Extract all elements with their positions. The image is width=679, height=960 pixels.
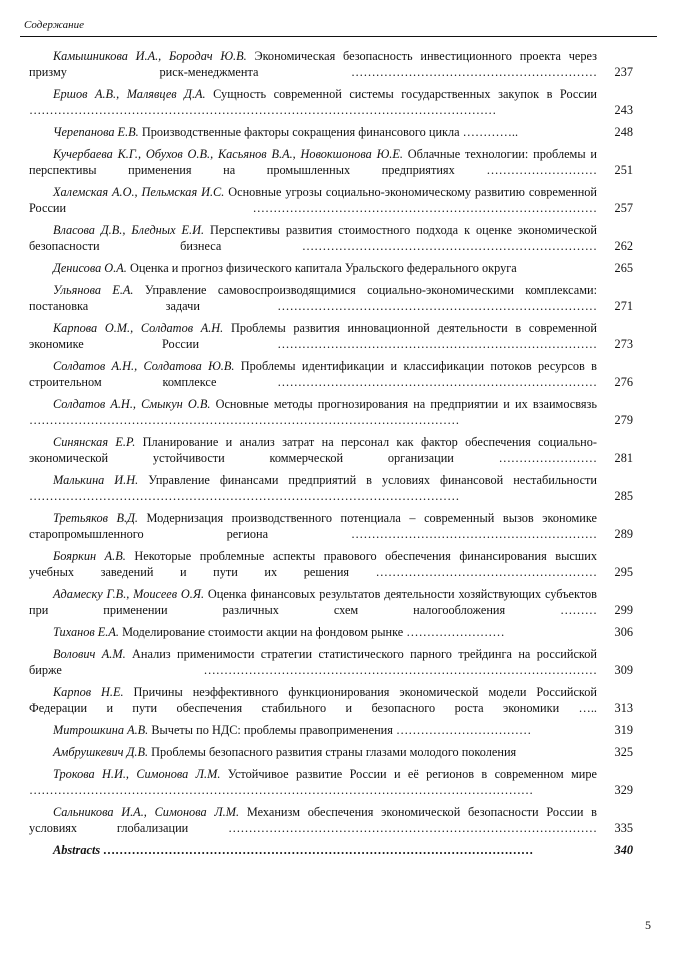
toc-entry-authors: Солдатов А.Н., Солдатова Ю.В. <box>53 359 235 373</box>
toc-entry-title: Управление самовоспроизводящимися социально-экономическими комплексами: постановка задачи …………………………………………………………………… <box>29 283 598 313</box>
toc-entry-text <box>29 146 597 178</box>
toc-entry-page-number: 299 <box>614 603 633 617</box>
toc-entry-page-number: 335 <box>614 821 633 835</box>
toc-entry-text <box>29 184 597 216</box>
toc-entry-text <box>29 766 597 798</box>
toc-entry-title: Проблемы развития инновационной деятельности в современной экономике России …………………………………………………………………… <box>29 321 598 351</box>
toc-entry-page-number: 329 <box>614 783 633 797</box>
toc-entry-text <box>29 586 597 618</box>
toc-entry-title: Оценка и прогноз физического капитала Уральского федерального округа <box>129 261 517 275</box>
toc-entry[interactable] <box>29 646 633 678</box>
toc-entry-authors: Черепанова Е.В. <box>53 125 139 139</box>
toc-entry-page-number: 237 <box>614 65 633 79</box>
toc-entry-authors: Денисова О.А. <box>53 261 127 275</box>
toc-entry-authors: Трокова Н.И., Симонова Л.М. <box>53 767 221 781</box>
toc-entry[interactable] <box>29 684 633 716</box>
toc-entry-title: Оценка финансовых результатов деятельности хозяйствующих субъектов при применении различных схем налогообложения ……… <box>29 587 597 617</box>
toc-entry-title: Вычеты по НДС: проблемы правоприменения …………………………… <box>151 723 532 737</box>
toc-entry-authors: Митрошкина А.В. <box>53 723 149 737</box>
toc-entry-title: Анализ применимости стратегии статистического парного трейдинга на российской бирже …………………………………………………………………………………… <box>29 647 597 677</box>
toc-entry-title: Проблемы безопасного развития страны глазами молодого поколения <box>151 745 517 759</box>
toc-entry[interactable] <box>29 320 633 352</box>
toc-entry-page-number: 273 <box>614 337 633 351</box>
running-head: Содержание <box>24 19 85 31</box>
toc-entry-authors: Кучербаева К.Г., Обухов О.В., Касьянов В.А., Новокшонова Ю.Е. <box>53 147 403 161</box>
toc-entry[interactable] <box>29 282 633 314</box>
toc-entry-text <box>29 434 597 466</box>
toc-entry-text <box>29 396 597 428</box>
toc-entry-page-number: 306 <box>614 625 633 639</box>
toc-entry-page-number: 271 <box>614 299 633 313</box>
toc-entry-authors: Малькина И.Н. <box>53 473 139 487</box>
toc-entry-authors: Карпов Н.Е. <box>53 685 124 699</box>
toc-entry-text <box>29 510 597 542</box>
toc-entry-abstracts[interactable] <box>29 842 633 858</box>
toc-entry-title: Основные угрозы социально-экономическому развитию современной России ………………………………………………………………………… <box>29 185 597 215</box>
toc-entry-page-number: 309 <box>614 663 633 677</box>
toc-entry-authors: Синянская Е.Р. <box>53 435 136 449</box>
toc-entry[interactable] <box>29 472 633 504</box>
toc-entry-authors: Амбрушкевич Д.В. <box>53 745 149 759</box>
header-rule <box>20 36 657 37</box>
toc-entry-text <box>29 744 597 760</box>
toc-entry-title: Устойчивое развитие России и её регионов в современном мире …………………………………………………………………………………………………………… <box>29 767 597 797</box>
toc-entry[interactable] <box>29 260 633 276</box>
abstracts-label: Abstracts …………………………………………………………………………………………… <box>53 843 534 857</box>
toc-entry-title: Причины неэффективного функционирования экономической модели Российской Федерации и пути обеспечения стабильного и безопасного роста экономики ….. <box>29 685 598 715</box>
toc-entry-title: Моделирование стоимости акции на фондовом рынке …………………… <box>122 625 505 639</box>
toc-entry-text <box>29 722 597 738</box>
toc-entry-authors: Карпова О.М., Солдатов А.Н. <box>53 321 224 335</box>
toc-entry-title: Модернизация производственного потенциала – современный вызов экономике старопромышленного региона …………………………………………………… <box>29 511 598 541</box>
toc-entry[interactable] <box>29 510 633 542</box>
toc-entries <box>29 48 633 836</box>
toc-entry[interactable] <box>29 586 633 618</box>
toc-entry-authors: Ершов А.В., Малявцев Д.А. <box>53 87 206 101</box>
toc-entry-text <box>29 260 597 276</box>
toc-entry-text <box>29 320 597 352</box>
toc-entry-page-number: 325 <box>614 745 633 759</box>
toc-entry-text <box>29 472 597 504</box>
toc-entry[interactable] <box>29 124 633 140</box>
toc-entry[interactable] <box>29 358 633 390</box>
toc-entry[interactable] <box>29 184 633 216</box>
table-of-contents <box>29 48 633 858</box>
toc-entry-text <box>29 48 597 80</box>
toc-entry[interactable] <box>29 548 633 580</box>
toc-entry-page-number: 285 <box>614 489 633 503</box>
toc-entry-text <box>29 624 597 640</box>
toc-entry-text <box>29 684 597 716</box>
toc-entry-page-number: 276 <box>614 375 633 389</box>
toc-entry-authors: Сальникова И.А., Симонова Л.М. <box>53 805 240 819</box>
toc-entry[interactable] <box>29 434 633 466</box>
toc-entry-authors: Волович А.М. <box>53 647 126 661</box>
toc-entry-title: Проблемы идентификации и классификации потоков ресурсов в строительном комплексе …………………………………………………………………… <box>29 359 597 389</box>
toc-entry-page-number: 257 <box>614 201 633 215</box>
toc-entry[interactable] <box>29 86 633 118</box>
toc-entry[interactable] <box>29 766 633 798</box>
toc-entry-page-number: 313 <box>614 701 633 715</box>
toc-entry-text <box>29 646 597 678</box>
toc-entry-title: Некоторые проблемные аспекты правового обеспечения финансирования высших учебных заведений и пути их решения ……………………………………………… <box>29 549 597 579</box>
toc-entry-authors: Бояркин А.В. <box>53 549 126 563</box>
toc-entry-authors: Камышникова И.А., Бородач Ю.В. <box>53 49 247 63</box>
toc-entry-page-number: 251 <box>614 163 633 177</box>
toc-entry-page-number: 262 <box>614 239 633 253</box>
toc-entry-authors: Ульянова Е.А. <box>53 283 134 297</box>
toc-entry-authors: Солдатов А.Н., Смыкун О.В. <box>53 397 211 411</box>
toc-entry-page-number: 243 <box>614 103 633 117</box>
toc-entry[interactable] <box>29 396 633 428</box>
toc-entry-page-number: 295 <box>614 565 633 579</box>
toc-entry-text <box>29 804 597 836</box>
toc-entry-page-number: 265 <box>614 261 633 275</box>
toc-entry-page-number: 248 <box>614 125 633 139</box>
page-number: 5 <box>645 918 651 932</box>
toc-entry-authors: Халемская А.О., Пельмская И.С. <box>53 185 225 199</box>
toc-entry-text <box>29 548 597 580</box>
toc-entry-title: Основные методы прогнозирования на предприятии и их взаимосвязь …………………………………………………………………………………………… <box>29 397 598 427</box>
toc-entry[interactable] <box>29 146 633 178</box>
toc-entry[interactable] <box>29 624 633 640</box>
toc-entry-title: Сущность современной системы государственных закупок в России …………………………………………………………………………………………………… <box>29 87 597 117</box>
toc-entry-text <box>29 124 597 140</box>
toc-entry-text <box>29 222 597 254</box>
toc-entry-title: Перспективы развития стоимостного подхода к оценке экономической безопасности бизнеса ……………………………………………………………… <box>29 223 597 253</box>
toc-entry-page-number: 281 <box>614 451 633 465</box>
toc-entry-title: Экономическая безопасность инвестиционного проекта через призму риск-менеджмента …………………………………………………… <box>29 49 597 79</box>
toc-entry-authors: Власова Д.В., Бледных Е.И. <box>53 223 205 237</box>
toc-entry-text <box>29 282 597 314</box>
toc-entry-text <box>29 86 597 118</box>
toc-entry-title: Производственные факторы сокращения финансового цикла ………….. <box>141 125 519 139</box>
toc-entry-title: Облачные технологии: проблемы и перспективы применения на промышленных предприятиях ……………………… <box>29 147 597 177</box>
toc-entry[interactable] <box>29 804 633 836</box>
toc-entry-title: Планирование и анализ затрат на персонал как фактор обеспечения социально-экономической устойчивости коммерческой организации …………………… <box>29 435 597 465</box>
toc-entry-title: Управление финансами предприятий в условиях финансовой нестабильности …………………………………………………………………………………………… <box>29 473 598 503</box>
toc-entry-page-number: 319 <box>614 723 633 737</box>
toc-entry-page-number: 279 <box>614 413 633 427</box>
toc-entry[interactable] <box>29 222 633 254</box>
toc-entry-authors: Адамеску Г.В., Моисеев О.Я. <box>53 587 205 601</box>
abstracts-page-number: 340 <box>614 843 633 857</box>
toc-entry[interactable] <box>29 744 633 760</box>
toc-entry[interactable] <box>29 48 633 80</box>
toc-entry[interactable] <box>29 722 633 738</box>
toc-entry-authors: Тиханов Е.А. <box>53 625 119 639</box>
toc-entry-page-number: 289 <box>614 527 633 541</box>
toc-entry-authors: Третьяков В.Д. <box>53 511 138 525</box>
toc-entry-text <box>29 358 597 390</box>
toc-entry-title: Механизм обеспечения экономической безопасности России в условиях глобализации ……………………………………………………………………………… <box>29 805 597 835</box>
